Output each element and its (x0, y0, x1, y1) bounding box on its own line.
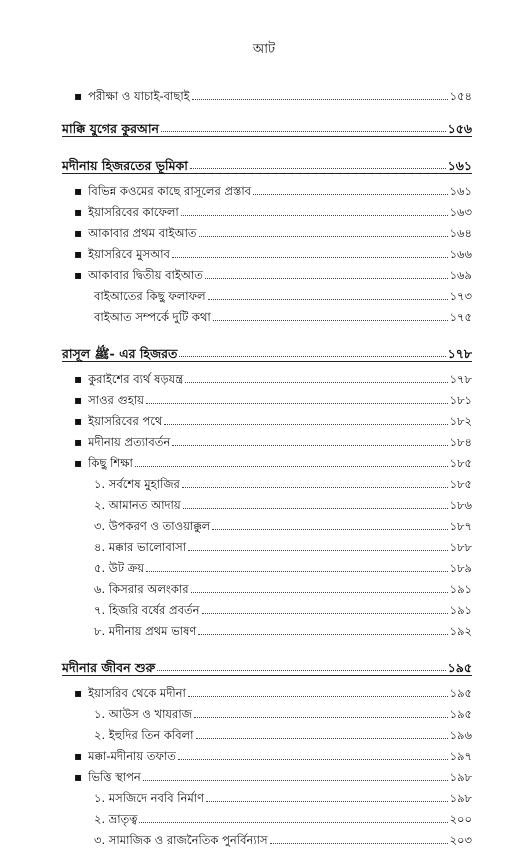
toc-entry-page: ১৯২ (449, 624, 472, 639)
dot-leader (164, 424, 447, 425)
dot-leader (196, 738, 448, 739)
toc-entry-title: ২. ভ্রাতৃত্ব (94, 812, 138, 827)
section-underline (62, 173, 472, 174)
dot-leader (161, 131, 446, 132)
toc-entry (62, 827, 472, 848)
toc-entry (62, 387, 472, 408)
dot-leader (188, 696, 448, 697)
toc-entry-page: ১৮৫ (449, 456, 472, 471)
toc-entry (62, 555, 472, 576)
toc-entry-title: ৪. মক্কার ভালোবাসা (94, 540, 187, 555)
toc-entry-title: ▪ মক্কা-মদীনায় তফাত (74, 749, 176, 764)
dot-leader (157, 670, 445, 671)
toc-entry-title: ▪ ইয়াসরিবের কাফেলা (74, 205, 179, 220)
toc-entry (62, 576, 472, 597)
toc-entry-page: ১৯৫ (447, 660, 472, 675)
toc-section-heading (62, 150, 472, 173)
dot-leader (198, 634, 447, 635)
toc-entry-page: ২০০ (449, 812, 472, 827)
toc-gap (62, 639, 472, 652)
toc-entry (62, 764, 472, 785)
toc-entry-page: ১৬৯ (449, 268, 472, 283)
toc-gap (62, 325, 472, 338)
toc-entry (62, 680, 472, 701)
toc-entry (62, 534, 472, 555)
toc-entry (62, 701, 472, 722)
toc-gap (62, 104, 472, 113)
toc-entry (62, 199, 472, 220)
toc-entry-page: ১৮৫ (449, 477, 472, 492)
toc-entry-page: ১৮৪ (449, 435, 472, 450)
toc-entry-page: ১৯৮ (449, 770, 472, 785)
toc-section-heading (62, 113, 472, 136)
section-underline (62, 675, 472, 676)
toc-entry-title: ▪ ভিত্তি স্থাপন (74, 770, 141, 785)
toc-entry (62, 83, 472, 104)
toc-entry (62, 241, 472, 262)
toc-entry-title: ▪ ইয়াসরিবের পথে (74, 414, 162, 429)
toc-entry-title: ১. মসজিদে নববি নির্মাণ (94, 791, 205, 806)
toc-entry-page: ১৯৫ (449, 707, 472, 722)
toc-entry-page: ১৫৬ (447, 121, 472, 136)
toc-entry-title: ▪ সাওর গুহায় (74, 393, 144, 408)
toc-entry-page: ১৬৬ (449, 247, 472, 262)
toc-entry-title: ২. আমানত আদায় (94, 498, 181, 513)
dot-leader (213, 320, 448, 321)
toc-entry (62, 743, 472, 764)
dot-leader (179, 356, 445, 357)
dot-leader (199, 236, 448, 237)
toc-entry (62, 450, 472, 471)
dot-leader (146, 571, 448, 572)
page-number-header: আট (252, 42, 276, 57)
dot-leader (212, 529, 447, 530)
toc-entry-title: ৩. সামাজিক ও রাজনৈতিক পুনর্বিন্যাস (94, 833, 268, 848)
toc-entry-title: ▪ মদীনায় প্রত্যাবর্তন (74, 435, 170, 450)
toc-entry-title: ৩. উপকরণ ও তাওয়াক্কুল (94, 519, 211, 534)
toc-entry-page: ১৬১ (447, 158, 472, 173)
dot-leader (182, 487, 448, 488)
dot-leader (172, 257, 448, 258)
dot-leader (190, 168, 446, 169)
toc-entry-page: ১৮৭ (449, 519, 472, 534)
table-of-contents (62, 83, 472, 848)
toc-entry-page: ১৭৮ (447, 346, 472, 361)
dot-leader (191, 592, 448, 593)
dot-leader (185, 382, 447, 383)
dot-leader (205, 278, 448, 279)
toc-entry-page: ১৯৭ (449, 749, 472, 764)
toc-entry-title: ৫. উট ক্রয় (94, 561, 145, 576)
toc-entry (62, 492, 472, 513)
toc-entry-title: ▪ কুরাইশের ব্যর্থ ষড়যন্ত্র (74, 372, 183, 387)
toc-entry-title: রাসূল ﷺ- এর হিজরত (62, 346, 178, 361)
toc-entry-page: ১৬১ (449, 184, 472, 199)
dot-leader (208, 299, 448, 300)
toc-entry-page: ১৮৮ (449, 540, 472, 555)
toc-entry-title: ▪ পরীক্ষা ও যাচাই-বাছাই (74, 89, 190, 104)
toc-entry (62, 513, 472, 534)
dot-leader (135, 466, 448, 467)
dot-leader (181, 215, 448, 216)
dot-leader (143, 780, 448, 781)
dot-leader (270, 843, 448, 844)
dot-leader (139, 822, 447, 823)
toc-entry-page: ১৯১ (449, 582, 472, 597)
toc-section-heading (62, 652, 472, 675)
toc-entry-title: মাক্কি যুগের কুরআন (62, 121, 160, 136)
toc-entry-page: ১৮৯ (449, 561, 472, 576)
toc-entry-page: ১৮১ (449, 393, 472, 408)
dot-leader (178, 759, 448, 760)
toc-entry-title: ▪ আকাবার প্রথম বাইআত (74, 226, 197, 241)
toc-entry-title: ৮. মদীনায় প্রথম ভাষণ (94, 624, 197, 639)
toc-entry-title: মদীনায় হিজরতের ভূমিকা (62, 158, 188, 173)
toc-entry-page: ১৭৩ (449, 289, 472, 304)
toc-entry-title: ১. সর্বশেষ মুহাজির (94, 477, 180, 492)
toc-entry-title: ▪ বিভিন্ন কওমের কাছে রাসূলের প্রস্তাব (74, 184, 251, 199)
toc-entry (62, 178, 472, 199)
toc-entry-title: বাইআত সম্পর্কে দুটি কথা (94, 310, 211, 325)
toc-entry-title: ▪ ইয়াসরিবে মুসআব (74, 247, 170, 262)
toc-entry-page: ১৭৮ (449, 372, 472, 387)
dot-leader (172, 445, 447, 446)
dot-leader (188, 550, 448, 551)
toc-entry-page: ১৮৬ (449, 498, 472, 513)
toc-entry (62, 806, 472, 827)
toc-entry-page: ১৯৬ (449, 728, 472, 743)
toc-entry (62, 262, 472, 283)
toc-entry-title: ৭. হিজরি বর্ষের প্রবর্তন (94, 603, 200, 618)
toc-entry-title: ২. ইহুদির তিন কবিলা (94, 728, 194, 743)
toc-section-heading (62, 338, 472, 361)
toc-entry (62, 366, 472, 387)
toc-entry-page: ১৯১ (449, 603, 472, 618)
toc-entry (62, 220, 472, 241)
toc-entry-page: ১৭৫ (449, 310, 472, 325)
toc-gap (62, 141, 472, 150)
dot-leader (183, 508, 448, 509)
toc-entry (62, 597, 472, 618)
toc-entry (62, 304, 472, 325)
toc-entry-title: ৬. কিসরার অলংকার (94, 582, 189, 597)
dot-leader (194, 717, 448, 718)
toc-entry (62, 471, 472, 492)
toc-entry-page: ১৯৮ (449, 791, 472, 806)
toc-entry-page: ১৯৫ (449, 686, 472, 701)
toc-entry-page: ১৬৪ (449, 226, 472, 241)
toc-entry-page: ১৬৩ (449, 205, 472, 220)
toc-entry (62, 618, 472, 639)
toc-entry (62, 283, 472, 304)
toc-entry-title: ▪ ইয়াসরিব থেকে মদীনা (74, 686, 186, 701)
toc-entry (62, 722, 472, 743)
toc-entry (62, 429, 472, 450)
toc-entry-title: মদীনার জীবন শুরু (62, 660, 156, 675)
toc-entry-page: ১৫৪ (449, 89, 472, 104)
toc-entry-title: বাইআতের কিছু ফলাফল (94, 289, 206, 304)
section-underline (62, 136, 472, 137)
toc-entry (62, 785, 472, 806)
toc-entry-page: ২০৩ (449, 833, 472, 848)
toc-entry-title: ১. আউস ও খাযরাজ (94, 707, 192, 722)
toc-entry (62, 408, 472, 429)
dot-leader (192, 99, 448, 100)
toc-entry-title: ▪ আকাবার দ্বিতীয় বাইআত (74, 268, 203, 283)
toc-entry-page: ১৮২ (449, 414, 472, 429)
section-underline (62, 361, 472, 362)
dot-leader (202, 613, 448, 614)
dot-leader (146, 403, 448, 404)
toc-entry-title: ▪ কিছু শিক্ষা (74, 456, 133, 471)
dot-leader (206, 801, 448, 802)
dot-leader (253, 194, 448, 195)
